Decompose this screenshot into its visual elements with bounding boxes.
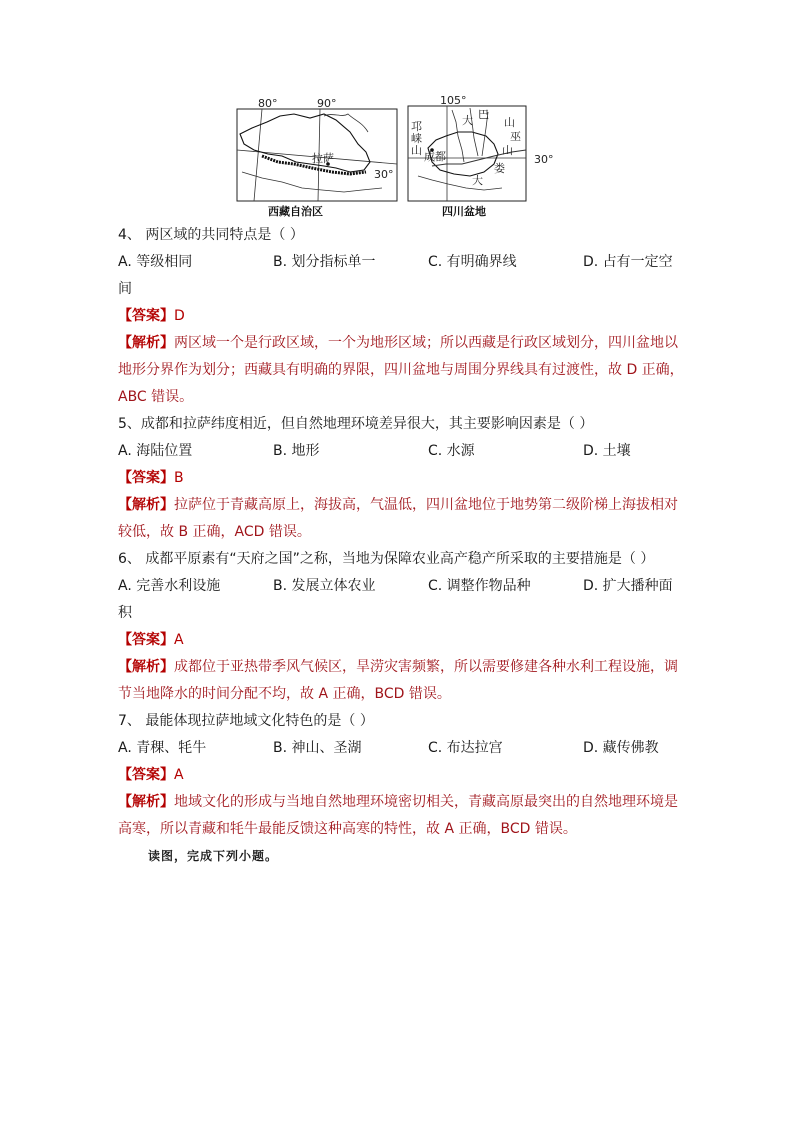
label-ba: 巴: [478, 108, 489, 121]
question-5-option-a[interactable]: A. 海陆位置: [118, 443, 193, 459]
question-7-text: 最能体现拉萨地域文化特色的是（ ）: [140, 713, 374, 729]
question-5-options: [118, 438, 678, 465]
label-qiong: 邛: [411, 120, 422, 133]
sichuan-lat-label: 30°: [534, 153, 554, 166]
question-4-text: 两区域的共同特点是（ ）: [140, 227, 304, 243]
question-5-answer: [118, 465, 678, 492]
question-5-option-d[interactable]: D. 土壤: [583, 443, 631, 459]
question-7-analysis: [118, 789, 678, 843]
question-7-option-d[interactable]: D. 藏传佛教: [583, 740, 659, 756]
analysis-line: 高寒，所以青藏和牦牛最能反馈这种高寒的特性，故 A 正确，BCD 错误。: [118, 821, 577, 837]
question-content: [118, 222, 684, 870]
question-4-options: [118, 249, 678, 276]
question-4-option-c[interactable]: C. 有明确界线: [428, 254, 517, 270]
answer-tag: 【答案】: [118, 308, 174, 324]
question-4-analysis: [118, 330, 684, 411]
question-6-option-b[interactable]: B. 发展立体农业: [273, 578, 376, 594]
question-6-text: 成都平原素有“天府之国”之称，当地为保障农业高产稳产所采取的主要措施是（ ）: [140, 551, 655, 567]
answer-tag: 【答案】: [118, 632, 174, 648]
analysis-line: 地形分界作为划分；西藏具有明确的界限，四川盆地与周围分界线具有过渡性，故 D 正确，: [118, 362, 684, 378]
question-4-stem: [118, 222, 678, 249]
question-4-option-b[interactable]: B. 划分指标单一: [273, 254, 376, 270]
analysis-tag: 【解析】: [118, 794, 174, 810]
question-7: [118, 708, 678, 843]
label-shan-2: 山: [504, 116, 515, 129]
analysis-tag: 【解析】: [118, 659, 174, 675]
answer-value: D: [174, 308, 185, 324]
question-6-option-wrap: 积: [118, 605, 132, 621]
question-6-option-d[interactable]: D. 扩大播种面: [583, 578, 673, 594]
label-wu: 巫: [510, 130, 521, 143]
question-5-option-b[interactable]: B. 地形: [273, 443, 320, 459]
tibet-lat-label: 30°: [374, 168, 394, 181]
label-da-1: 大: [462, 114, 473, 127]
question-4-number: 4、: [118, 227, 141, 243]
question-4-option-a[interactable]: A. 等级相同: [118, 254, 193, 270]
label-shan-1: 山: [411, 144, 422, 157]
question-6-answer: [118, 627, 678, 654]
map-svg: [232, 92, 562, 218]
analysis-line: 地域文化的形成与当地自然地理环境密切相关，青藏高原最突出的自然地理环境是: [174, 794, 678, 810]
tibet-lon-label-90: 90°: [317, 97, 337, 110]
question-7-stem: [118, 708, 678, 735]
question-5-text: 成都和拉萨纬度相近，但自然地理环境差异很大，其主要影响因素是（ ）: [140, 416, 594, 432]
question-4-option-wrap: 间: [118, 281, 132, 297]
question-4-option-d[interactable]: D. 占有一定空: [583, 254, 673, 270]
answer-value: A: [174, 767, 184, 783]
question-7-option-a[interactable]: A. 青稞、牦牛: [118, 740, 207, 756]
answer-tag: 【答案】: [118, 470, 174, 486]
analysis-line: 成都位于亚热带季风气候区，旱涝灾害频繁，所以需要修建各种水利工程设施，调: [174, 659, 678, 675]
question-6-stem: [118, 546, 678, 573]
analysis-line: ABC 错误。: [118, 389, 194, 405]
analysis-line: 两区域一个是行政区域，一个为地形区域；所以西藏是行政区域划分，四川盆地以: [174, 335, 678, 351]
label-da-2: 大: [472, 174, 483, 187]
question-6: [118, 546, 678, 708]
question-5-option-c[interactable]: C. 水源: [428, 443, 475, 459]
analysis-tag: 【解析】: [118, 497, 174, 513]
analysis-tag: 【解析】: [118, 335, 174, 351]
tibet-lon-label-80: 80°: [258, 97, 278, 110]
answer-value: A: [174, 632, 184, 648]
question-7-option-b[interactable]: B. 神山、圣湖: [273, 740, 362, 756]
answer-tag: 【答案】: [118, 767, 174, 783]
map-figure: [232, 92, 562, 218]
question-7-answer: [118, 762, 678, 789]
question-6-option-a[interactable]: A. 完善水利设施: [118, 578, 221, 594]
question-5-analysis: [118, 492, 678, 546]
question-7-number: 7、: [118, 713, 141, 729]
question-7-options: [118, 735, 678, 762]
label-lai: 崃: [411, 132, 422, 145]
sichuan-map: [408, 94, 554, 218]
question-5-stem: [118, 411, 678, 438]
chengdu-label: 成都: [424, 150, 446, 163]
analysis-line: 节当地降水的时间分配不均，故 A 正确，BCD 错误。: [118, 686, 451, 702]
sichuan-lon-label: 105°: [440, 94, 467, 107]
label-lou: 娄: [494, 162, 505, 175]
analysis-line: 较低，故 B 正确，ACD 错误。: [118, 524, 311, 540]
tibet-map: [237, 97, 397, 218]
tibet-caption: 西藏自治区: [268, 205, 323, 218]
question-6-options: [118, 573, 678, 600]
question-4: [118, 222, 684, 411]
question-5: [118, 411, 678, 546]
question-6-option-c[interactable]: C. 调整作物品种: [428, 578, 531, 594]
question-6-number: 6、: [118, 551, 141, 567]
closing-instruction: 读图，完成下列小题。: [148, 849, 279, 863]
lhasa-label: 拉萨: [312, 152, 334, 165]
sichuan-caption: 四川盆地: [442, 205, 486, 218]
question-6-analysis: [118, 654, 678, 708]
analysis-line: 拉萨位于青藏高原上，海拔高，气温低，四川盆地位于地势第二级阶梯上海拔相对: [174, 497, 678, 513]
answer-value: B: [174, 470, 184, 486]
question-4-answer: [118, 303, 678, 330]
question-7-option-c[interactable]: C. 布达拉宫: [428, 740, 503, 756]
question-5-number: 5、: [118, 416, 141, 432]
label-shan-3: 山: [502, 144, 513, 157]
